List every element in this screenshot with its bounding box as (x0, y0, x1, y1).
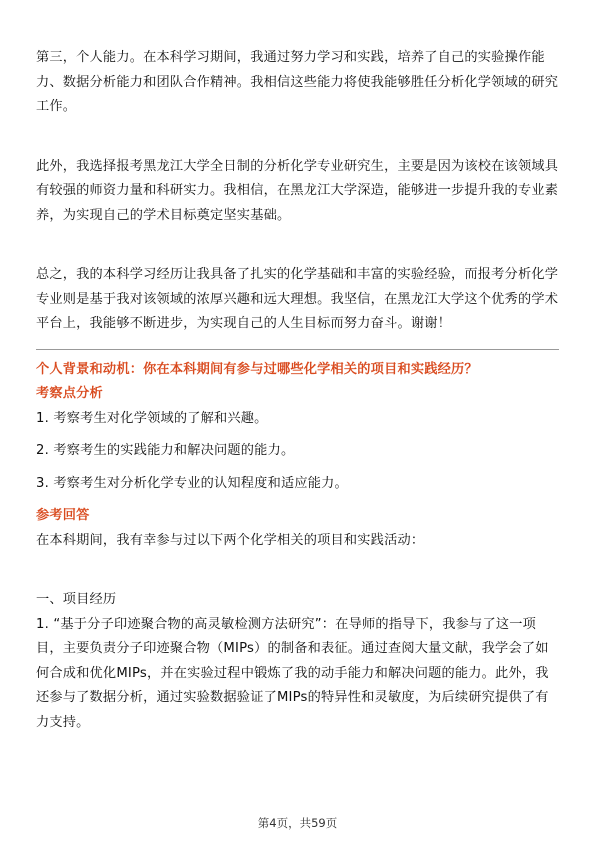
answer-project-item: 1. “基于分子印迹聚合物的高灵敏检测方法研究”：在导师的指导下，我参与了这一项目，主要负责分子印迹聚合物（MIPs）的制备和表征。通过查阅大量文献，我学会了如何合成和优化MIPs，并在实验过程中锻炼了我的动手能力和解决问题的能力。此外，我还参与了数据分析，通过实验数据验证了MIPs的特异性和灵敏度，为后续研究提供了有力支持。 (36, 616, 549, 730)
analysis-item: 1. 考察考生对化学领域的了解和兴趣。 (36, 410, 268, 426)
answer-subheading: 一、项目经历 (36, 592, 117, 607)
page-number-footer: 第4页，共59页 (257, 816, 338, 830)
analysis-item: 3. 考察考生对分析化学专业的认知程度和适应能力。 (36, 475, 348, 491)
document-page (36, 46, 559, 735)
section-divider (36, 349, 559, 350)
analysis-item: 2. 考察考生的实践能力和解决问题的能力。 (36, 443, 295, 458)
paragraph-personal-ability: 第三，个人能力。在本科学习期间，我通过努力学习和实践，培养了自己的实验操作能力、数据分析能力和团队合作精神。我相信这些能力将使我能够胜任分析化学领域的研究工作。 (36, 50, 559, 114)
question-heading: 个人背景和动机：你在本科期间有参与过哪些化学相关的项目和实践经历？ (36, 361, 478, 377)
analysis-title: 考察点分析 (36, 386, 103, 401)
answer-title: 参考回答 (36, 508, 90, 523)
paragraph-conclusion: 总之，我的本科学习经历让我具备了扎实的化学基础和丰富的实验经验，而报考分析化学专业则是基于我对该领域的浓厚兴趣和远大理想。我坚信，在黑龙江大学这个优秀的学术平台上，我能够不断进步，为实现自己的人生目标而努力奋斗。谢谢！ (36, 267, 559, 331)
paragraph-school-choice: 此外，我选择报考黑龙江大学全日制的分析化学专业研究生，主要是因为该校在该领域具有较强的师资力量和科研实力。我相信，在黑龙江大学深造，能够进一步提升我的专业素养，为实现自己的学术目标奠定坚实基础。 (36, 158, 559, 223)
answer-intro: 在本科期间，我有幸参与过以下两个化学相关的项目和实践活动： (36, 532, 425, 548)
